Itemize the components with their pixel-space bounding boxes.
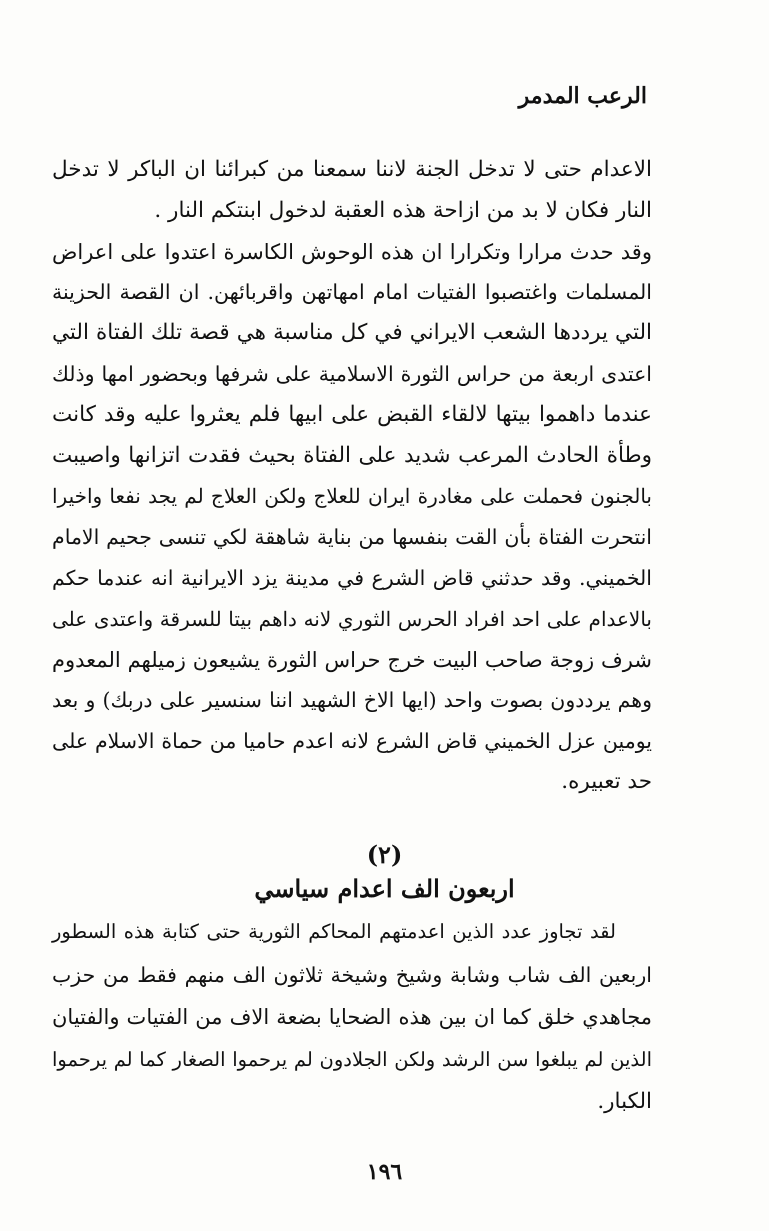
text-line: الكبار. (597, 1089, 652, 1114)
text-line: الذين لم يبلغوا سن الرشد ولكن الجلادون لم يرحموا الصغار كما لم يرحموا (52, 1047, 652, 1071)
text-line: الخميني. وقد حدثني قاض الشرع في مدينة يزد الايرانية انه عندما حكم (52, 565, 652, 590)
text-line: شرف زوجة صاحب البيت خرج حراس الثورة يشيعون زميلهم المعدوم (52, 647, 652, 672)
text-line: انتحرت الفتاة بأن القت بنفسها من بناية شاهقة لكي تنسى جحيم الامام (52, 525, 652, 550)
text-line: النار فكان لا بد من ازاحة هذه العقبة لدخول ابنتكم النار . (154, 197, 652, 223)
paragraph-1 (52, 150, 652, 803)
text-line: اربعين الف شاب وشابة وشيخ وشيخة ثلاثون الف منهم فقط من حزب (52, 962, 652, 987)
text-line: وقد حدث مرارا وتكرارا ان هذه الوحوش الكاسرة اعتدوا على اعراض (52, 239, 652, 264)
text-line: يومين عزل الخميني قاض الشرع لانه اعدم حاميا من حماة الاسلام على (52, 729, 652, 754)
text-line: حد تعبيره. (561, 768, 652, 794)
text-line: الاعدام حتى لا تدخل الجنة لاننا سمعنا من كبرائنا ان الباكر لا تدخل (52, 157, 652, 182)
text-line: بالجنون فحملت على مغادرة ايران للعلاج ولكن العلاج لم يجد نفعا واخيرا (52, 484, 652, 509)
text-line: اعتدى اربعة من حراس الثورة الاسلامية على شرفها وبحضور امها وذلك (52, 361, 652, 386)
paragraph-2 (52, 911, 652, 1124)
text-line: عندما داهموا بيتها لالقاء القبض على ابيها فلم يعثروا عليه وقد كانت (52, 401, 652, 427)
text-line: لقد تجاوز عدد الذين اعدمتهم المحاكم الثورية حتى كتابة هذه السطور (52, 920, 616, 943)
text-line: بالاعدام على احد افراد الحرس الثوري لانه داهم بيتا للسرقة واعتدى على (52, 606, 652, 631)
text-line: التي يرددها الشعب الايراني في كل مناسبة هي قصة تلك الفتاة التي (52, 320, 652, 346)
section-number: (٢) (366, 840, 403, 869)
page-number: ١٩٦ (366, 1159, 403, 1185)
running-head: الرعب المدمر (518, 83, 647, 109)
section-title: اربعون الف اعدام سياسي (254, 874, 515, 903)
text-line: مجاهدي خلق كما ان بين هذه الضحايا بضعة الاف من الفتيات والفتيان (52, 1005, 652, 1029)
text-line: وهم يرددون بصوت واحد (ايها الاخ الشهيد اننا سنسير على دربك) و بعد (52, 688, 652, 713)
text-line: المسلمات واغتصبوا الفتيات امام امهاتهن واقربائهن. ان القصة الحزينة (52, 280, 652, 305)
text-line: وطأة الحادث المرعب شديد على الفتاة بحيث فقدت اتزانها واصيبت (52, 442, 652, 468)
